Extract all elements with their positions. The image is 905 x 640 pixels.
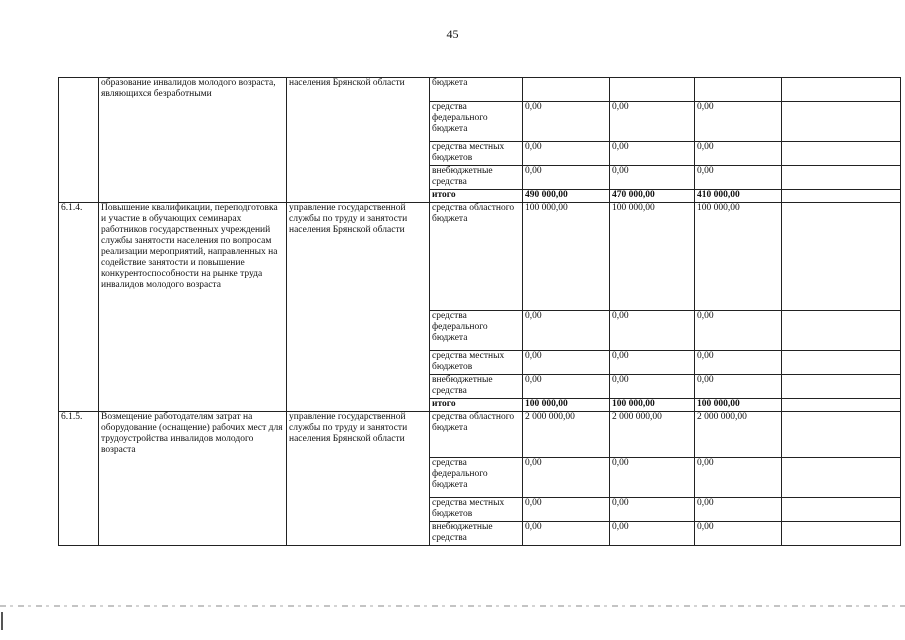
- amount-year-2: [610, 78, 695, 102]
- amount-year-1: 0,00: [523, 498, 610, 522]
- amount-year-3: 100 000,00: [695, 399, 782, 412]
- extra-column: [782, 351, 901, 375]
- amount-year-1: 0,00: [523, 351, 610, 375]
- amount-year-2: 0,00: [610, 311, 695, 351]
- funding-source: средства федерального бюджета: [430, 311, 523, 351]
- amount-year-1: 100 000,00: [523, 203, 610, 311]
- amount-year-1: [523, 78, 610, 102]
- amount-year-2: 0,00: [610, 142, 695, 166]
- amount-year-3: 0,00: [695, 498, 782, 522]
- funding-source: средства областного бюджета: [430, 412, 523, 458]
- funding-source: внебюджетные средства: [430, 522, 523, 546]
- amount-year-2: 0,00: [610, 375, 695, 399]
- amount-year-3: 0,00: [695, 311, 782, 351]
- amount-year-3: 0,00: [695, 166, 782, 190]
- extra-column: [782, 203, 901, 311]
- extra-column: [782, 498, 901, 522]
- amount-year-3: 0,00: [695, 375, 782, 399]
- funding-source: внебюджетные средства: [430, 375, 523, 399]
- funding-source: средства областного бюджета: [430, 203, 523, 311]
- item-code: 6.1.4.: [59, 203, 99, 412]
- amount-year-1: 0,00: [523, 375, 610, 399]
- item-executor: управление государственной службы по труду и занятости населения Брянской области: [287, 412, 430, 546]
- amount-year-2: 0,00: [610, 351, 695, 375]
- table-row: [59, 412, 901, 458]
- amount-year-2: 100 000,00: [610, 203, 695, 311]
- extra-column: [782, 458, 901, 498]
- extra-column: [782, 311, 901, 351]
- amount-year-2: 470 000,00: [610, 190, 695, 203]
- amount-year-3: 0,00: [695, 522, 782, 546]
- amount-year-1: 0,00: [523, 522, 610, 546]
- item-executor: управление государственной службы по труду и занятости населения Брянской области: [287, 203, 430, 412]
- funding-source: итого: [430, 399, 523, 412]
- extra-column: [782, 412, 901, 458]
- page-number: 45: [446, 27, 459, 41]
- funding-source: средства федерального бюджета: [430, 102, 523, 142]
- extra-column: [782, 78, 901, 102]
- amount-year-2: 0,00: [610, 166, 695, 190]
- amount-year-1: 490 000,00: [523, 190, 610, 203]
- extra-column: [782, 102, 901, 142]
- funding-source: средства местных бюджетов: [430, 498, 523, 522]
- amount-year-1: 0,00: [523, 166, 610, 190]
- amount-year-1: 100 000,00: [523, 399, 610, 412]
- funding-source: средства федерального бюджета: [430, 458, 523, 498]
- amount-year-3: 0,00: [695, 102, 782, 142]
- amount-year-3: 100 000,00: [695, 203, 782, 311]
- item-title: Возмещение работодателям затрат на оборудование (оснащение) рабочих мест для трудоустройства инвалидов молодого возраста: [99, 412, 287, 546]
- amount-year-3: 0,00: [695, 351, 782, 375]
- amount-year-3: 410 000,00: [695, 190, 782, 203]
- amount-year-2: 0,00: [610, 522, 695, 546]
- amount-year-1: 0,00: [523, 458, 610, 498]
- table-row: [59, 203, 901, 311]
- budget-table: [58, 77, 901, 546]
- funding-source: итого: [430, 190, 523, 203]
- amount-year-3: [695, 78, 782, 102]
- amount-year-3: 0,00: [695, 142, 782, 166]
- funding-source: бюджета: [430, 78, 523, 102]
- amount-year-2: 2 000 000,00: [610, 412, 695, 458]
- extra-column: [782, 399, 901, 412]
- amount-year-2: 0,00: [610, 458, 695, 498]
- amount-year-2: 100 000,00: [610, 399, 695, 412]
- amount-year-3: 0,00: [695, 458, 782, 498]
- amount-year-1: 2 000 000,00: [523, 412, 610, 458]
- scan-artifact-mark: [1, 612, 3, 630]
- amount-year-2: 0,00: [610, 498, 695, 522]
- amount-year-1: 0,00: [523, 311, 610, 351]
- amount-year-1: 0,00: [523, 142, 610, 166]
- item-executor: населения Брянской области: [287, 78, 430, 203]
- item-title: образование инвалидов молодого возраста, являющихся безработными: [99, 78, 287, 203]
- extra-column: [782, 190, 901, 203]
- item-code: 6.1.5.: [59, 412, 99, 546]
- amount-year-1: 0,00: [523, 102, 610, 142]
- funding-source: средства местных бюджетов: [430, 351, 523, 375]
- extra-column: [782, 142, 901, 166]
- item-code: [59, 78, 99, 203]
- funding-source: средства местных бюджетов: [430, 142, 523, 166]
- table-row: [59, 78, 901, 102]
- amount-year-3: 2 000 000,00: [695, 412, 782, 458]
- extra-column: [782, 166, 901, 190]
- item-title: Повышение квалификации, переподготовка и участие в обучающих семинарах работников государственных учреждений службы занятости населения по вопросам реализации мероприятий, направленных на содействие занятости и повышение конкурентоспособности на рынке труда инвалидов молодого возраста: [99, 203, 287, 412]
- extra-column: [782, 375, 901, 399]
- extra-column: [782, 522, 901, 546]
- scan-artifact-line: [0, 605, 905, 607]
- funding-source: внебюджетные средства: [430, 166, 523, 190]
- amount-year-2: 0,00: [610, 102, 695, 142]
